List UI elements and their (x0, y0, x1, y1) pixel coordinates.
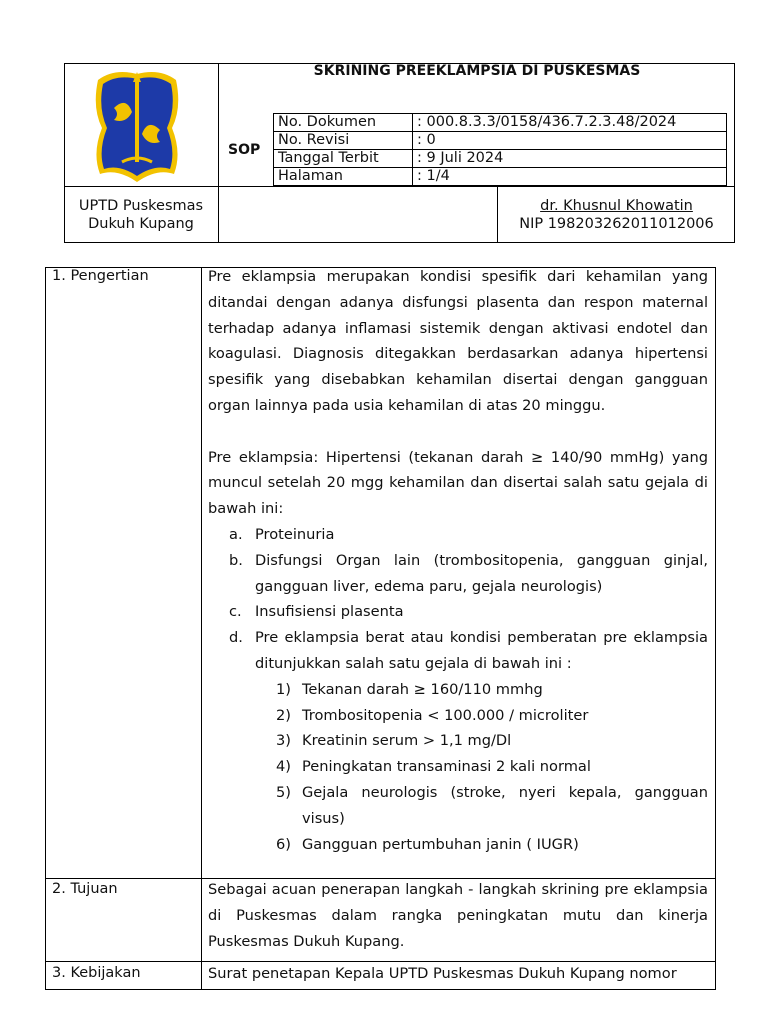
document-meta-table (273, 113, 727, 186)
row-label-pengertian: 1. Pengertian (52, 268, 149, 284)
list-item: a. Proteinuria (229, 525, 335, 543)
org-line-2: Dukuh Kupang (88, 216, 194, 232)
document-title: SKRINING PREEKLAMPSIA DI PUSKESMAS (313, 63, 641, 79)
meta-label: Halaman (274, 168, 413, 186)
org-name (64, 197, 218, 233)
list-item: d. Pre eklampsia berat atau kondisi pemberatan pre eklampsia ditunjukkan salah satu gejala di bawah ini : (229, 629, 708, 672)
sublist-item: 6) Gangguan pertumbuhan janin ( IUGR) (276, 835, 579, 853)
row-label-kebijakan: 3. Kebijakan (52, 965, 141, 981)
meta-row (274, 150, 727, 168)
meta-value: : 000.8.3.3/0158/436.7.2.3.48/2024 (413, 114, 727, 132)
content-v-divider (201, 267, 202, 990)
meta-value: : 1/4 (413, 168, 727, 186)
signer-name: dr. Khusnul Khowatin (540, 198, 693, 214)
signer (498, 197, 735, 233)
list-item: c. Insufisiensi plasenta (229, 603, 404, 621)
org-line-1: UPTD Puskesmas (78, 198, 204, 214)
kebijakan-content: Surat penetapan Kepala UPTD Puskesmas Dukuh Kupang nomor (208, 965, 677, 982)
meta-row (274, 132, 727, 150)
pengertian-paragraph-1: Pre eklampsia merupakan kondisi spesifik dari kehamilan yang ditandai dengan adanya disfungsi plasenta dan respon maternal terhadap adanya inflamasi sistemik dengan aktivasi endotel dan koagulasi. Diagnosis ditegakkan berdasarkan adanya hipertensi spesifik yang disebabkan kehamilan disertai dengan gangguan organ lainnya pada usia kehamilan di atas 20 minggu. (208, 268, 708, 414)
sublist-item: 3) Kreatinin serum > 1,1 mg/Dl (276, 732, 512, 750)
sublist-item: 5) Gejala neurologis (stroke, nyeri kepala, gangguan visus) (276, 783, 708, 827)
header-h-divider (64, 186, 735, 187)
meta-row (274, 114, 727, 132)
tujuan-content: Sebagai acuan penerapan langkah - langkah skrining pre eklampsia di Puskesmas dalam rangka peningkatan mutu dan kinerja Puskesmas Dukuh Kupang. (208, 881, 708, 950)
city-emblem-logo (92, 68, 182, 184)
pengertian-paragraph-2: Pre eklampsia: Hipertensi (tekanan darah ≥ 140/90 mmHg) yang muncul setelah 20 mgg kehamilan dan disertai salah satu gejala di bawah ini: (208, 448, 708, 518)
signer-nip: NIP 198203262011012006 (519, 216, 714, 232)
pengertian-content (208, 264, 708, 857)
header-v-divider (218, 63, 219, 243)
sublist-item: 2) Trombositopenia < 100.000 / microliter (276, 706, 589, 724)
meta-label: Tanggal Terbit (274, 150, 413, 168)
sublist-item: 1) Tekanan darah ≥ 160/110 mmhg (276, 680, 543, 698)
meta-value: : 0 (413, 132, 727, 150)
meta-label: No. Revisi (274, 132, 413, 150)
list-item: b. Disfungsi Organ lain (trombositopenia, gangguan ginjal, gangguan liver, edema paru, gejala neurologis) (229, 551, 708, 595)
meta-row (274, 168, 727, 186)
sop-label: SOP (228, 142, 261, 158)
sublist-item: 4) Peningkatan transaminasi 2 kali normal (276, 758, 591, 776)
meta-label: No. Dokumen (274, 114, 413, 132)
meta-value: : 9 Juli 2024 (413, 150, 727, 168)
row-label-tujuan: 2. Tujuan (52, 881, 118, 897)
